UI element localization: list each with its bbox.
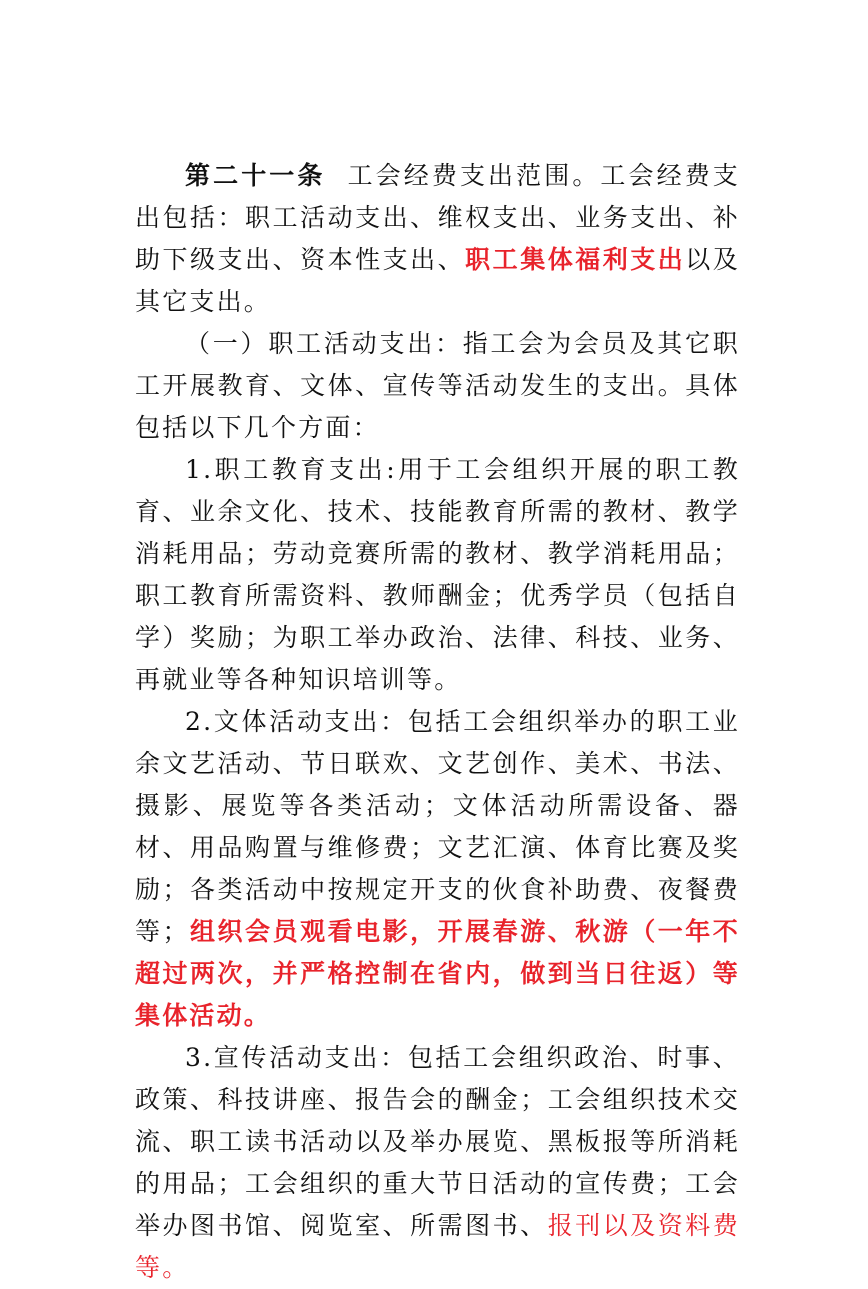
highlight-welfare-expense: 职工集体福利支出 bbox=[465, 245, 686, 274]
article-21-paragraph bbox=[135, 155, 740, 323]
section-1-paragraph bbox=[135, 323, 740, 449]
section-1-text: （一）职工活动支出：指工会为会员及其它职工开展教育、文体、宣传等活动发生的支出。具体包括以下几个方面： bbox=[135, 329, 740, 442]
highlight-group-activities: 组织会员观看电影，开展春游、秋游（一年不超过两次，并严格控制在省内，做到当日往返）等集体活动。 bbox=[135, 917, 740, 1030]
item-1-text: 1.职工教育支出:用于工会组织开展的职工教育、业余文化、技术、技能教育所需的教材、教学消耗用品；劳动竞赛所需的教材、教学消耗用品；职工教育所需资料、教师酬金；优秀学员（包括自学）奖励；为职工举办政治、法律、科技、业务、再就业等各种知识培训等。 bbox=[135, 455, 740, 694]
item-2-text: 2.文体活动支出：包括工会组织举办的职工业余文艺活动、节日联欢、文艺创作、美术、书法、摄影、展览等各类活动；文体活动所需设备、器材、用品购置与维修费；文艺汇演、体育比赛及奖励；各类活动中按规定开支的伙食补助费、夜餐费等； bbox=[135, 707, 740, 946]
article-title: 第二十一条 bbox=[185, 161, 326, 190]
item-2-paragraph bbox=[135, 701, 740, 1037]
article-intro-end: 以及其它支出。 bbox=[135, 245, 740, 316]
item-1-paragraph bbox=[135, 449, 740, 701]
highlight-periodicals: 报刊以及资料费等。 bbox=[135, 1211, 740, 1282]
item-3-text: 3.宣传活动支出：包括工会组织政治、时事、政策、科技讲座、报告会的酬金；工会组织技术交流、职工读书活动以及举办展览、黑板报等所消耗的用品；工会组织的重大节日活动的宣传费；工会举办图书馆、阅览室、所需图书、 bbox=[135, 1043, 740, 1240]
item-3-paragraph bbox=[135, 1037, 740, 1289]
article-intro-text: 工会经费支出范围。工会经费支出包括：职工活动支出、维权支出、业务支出、补助下级支出、资本性支出、 bbox=[135, 161, 740, 274]
